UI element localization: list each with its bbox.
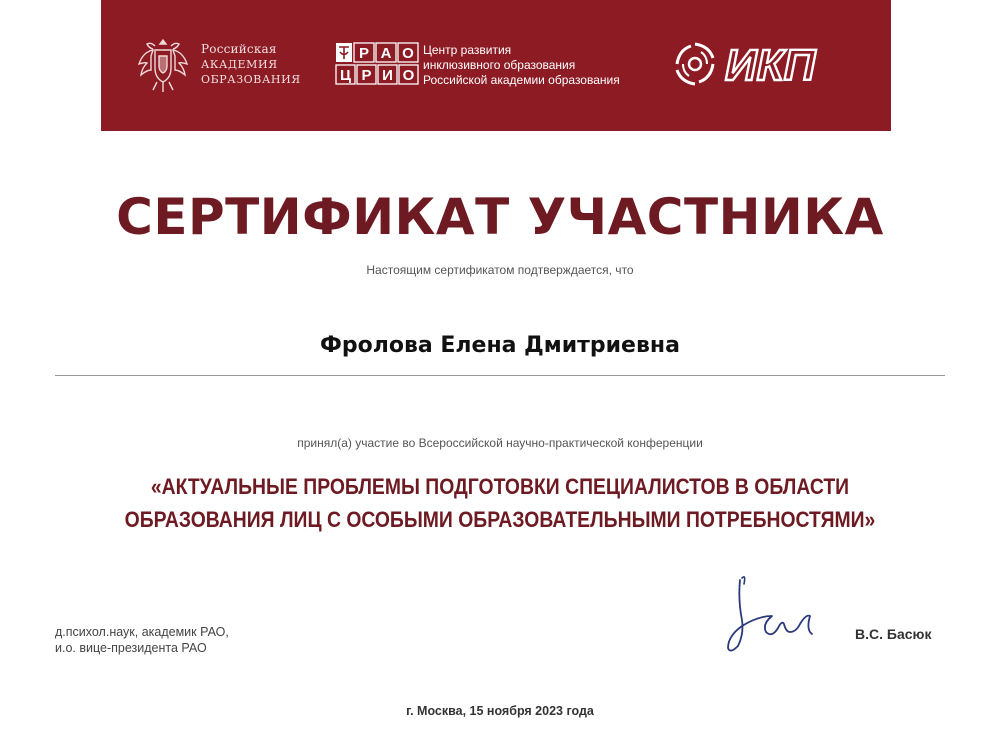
conference-title: [60, 470, 940, 536]
crio-letter: И: [382, 67, 393, 84]
crio-letter: Р: [361, 67, 372, 84]
crio-letter: О: [402, 45, 414, 62]
ikp-logo-text: ИКП: [725, 41, 816, 90]
signer-title-line-1: д.психол.наук, академик РАО,: [55, 625, 229, 639]
participation-text: принял(а) участие во Всероссийской научно-практической конференции: [297, 436, 703, 450]
crio-logo-text: [423, 43, 620, 88]
crio-line-3: Российской академии образования: [423, 73, 620, 87]
signer-name: В.С. Басюк: [855, 626, 932, 642]
crio-letter: Р: [358, 45, 370, 62]
crio-line-2: инклюзивного образования: [423, 58, 576, 72]
conference-title-line-2: ОБРАЗОВАНИЯ ЛИЦ С ОСОБЫМИ ОБРАЗОВАТЕЛЬНЫМИ ПОТРЕБНОСТЯМИ»: [124, 507, 876, 532]
handwritten-signature: [718, 572, 830, 668]
divider: [55, 375, 945, 376]
crio-logo-mark: [335, 42, 419, 86]
conference-title-line-1: «АКТУАЛЬНЫЕ ПРОБЛЕМЫ ПОДГОТОВКИ СПЕЦИАЛИСТОВ В ОБЛАСТИ: [150, 474, 850, 499]
rao-logo-text: [201, 42, 301, 87]
place-date: г. Москва, 15 ноября 2023 года: [406, 704, 594, 718]
crio-logo: [335, 42, 655, 92]
certificate-subtitle: Настоящим сертификатом подтверждается, что: [366, 263, 634, 277]
crio-line-1: Центр развития: [423, 43, 512, 57]
rao-line-2: АКАДЕМИЯ: [201, 58, 278, 71]
rao-line-1: Российская: [201, 42, 277, 56]
swirl-icon: [677, 44, 713, 84]
header-banner: [101, 0, 891, 131]
certificate-title: СЕРТИФИКАТ УЧАСТНИКА: [116, 188, 884, 246]
crio-letter: А: [380, 45, 392, 62]
signer-title: [55, 624, 229, 656]
crio-letter: О: [402, 67, 415, 84]
double-headed-eagle-icon: [137, 36, 189, 94]
rao-line-3: ОБРАЗОВАНИЯ: [201, 73, 301, 86]
rao-logo: [137, 36, 301, 96]
crio-letter: Ц: [340, 67, 351, 84]
ikp-logo: [669, 38, 859, 90]
recipient-name: Фролова Елена Дмитриевна: [320, 333, 680, 358]
signer-title-line-2: и.о. вице-президента РАО: [55, 641, 207, 655]
